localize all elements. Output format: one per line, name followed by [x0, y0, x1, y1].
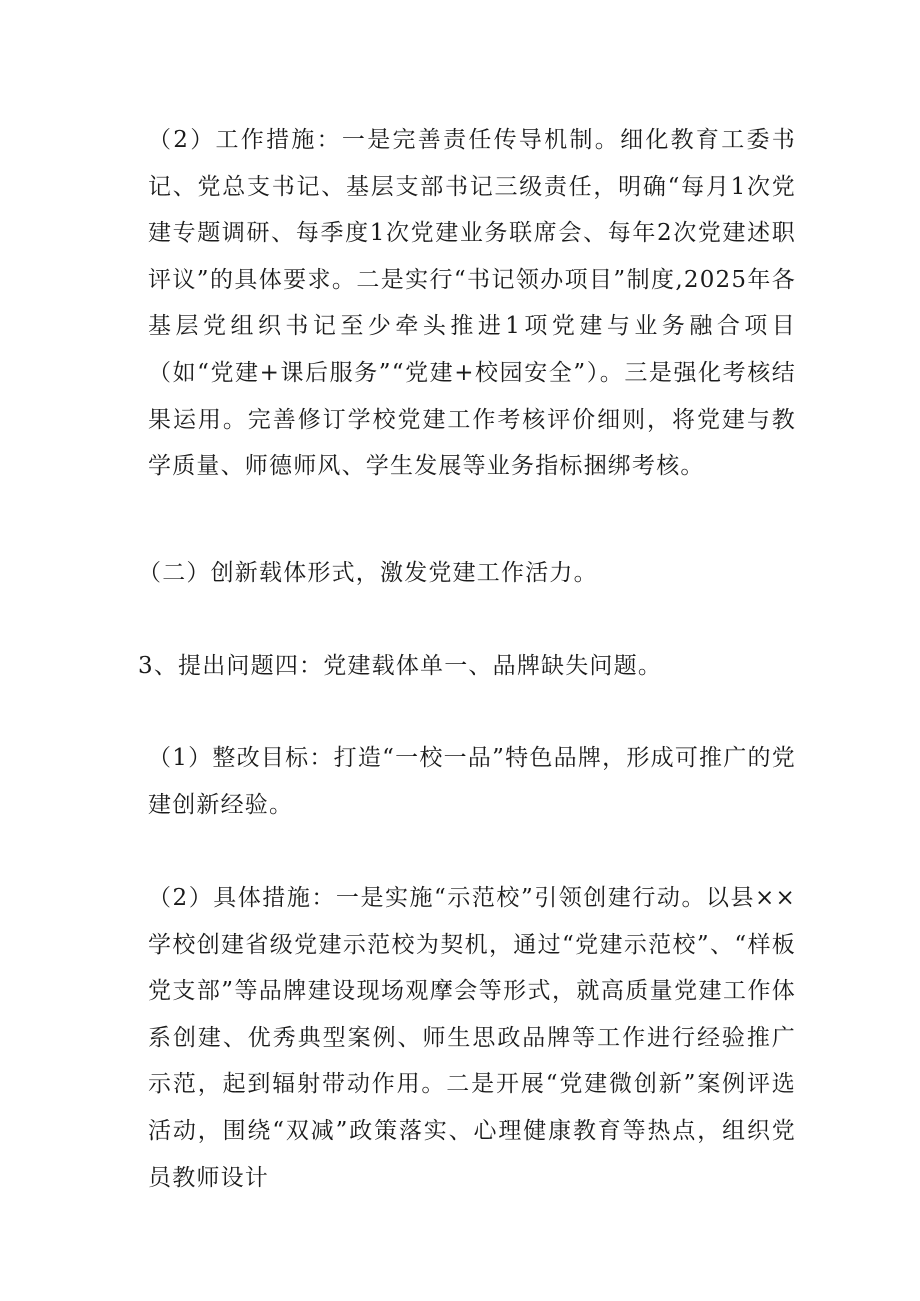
paragraph-specific-measures: （2）具体措施：一是实施“示范校”引领创建行动。以县××学校创建省级党建示范校为契机，通过“党建示范校”、“样板党支部”等品牌建设现场观摩会等形式，就高质量党建工作体系创建、优秀典型案例、师生思政品牌等工作进行经验推广示范，起到辐射带动作用。二是开展“党建微创新”案例评选活动，围绕“双减”政策落实、心理健康教育等热点，组织党员教师设计 [148, 885, 796, 1191]
paragraph-work-measures: （2）工作措施：一是完善责任传导机制。细化教育工委书记、党总支书记、基层支部书记三级责任，明确“每月1次党建专题调研、每季度1次党建业务联席会、每年2次党建述职评议”的具体要求。二是实行“书记领办项目”制度,2025年各基层党组织书记至少牵头推进1项党建与业务融合项目（如“党建+课后服务”“党建+校园安全”）。三是强化考核结果运用。完善修订学校党建工作考核评价细则，将党建与教学质量、师德师风、学生发展等业务指标捆绑考核。 [148, 127, 796, 480]
paragraph-rectification-goal: （1）整改目标：打造“一校一品”特色品牌，形成可推广的党建创新经验。 [148, 745, 796, 818]
section-heading-innovate-carrier: （二）创新载体形式，激发党建工作活力。 [138, 560, 598, 586]
problem-four-heading: 3、提出问题四：党建载体单一、品牌缺失问题。 [138, 653, 663, 679]
